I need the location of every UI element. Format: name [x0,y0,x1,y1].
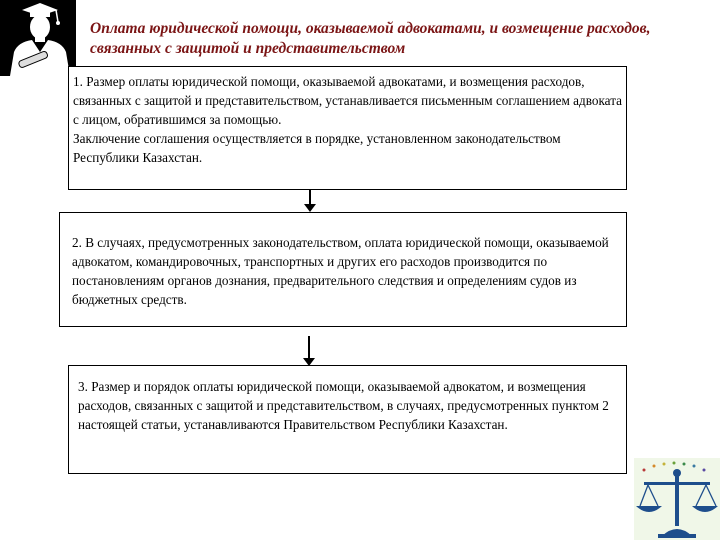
step-box-2 [59,212,627,327]
step-box-3 [68,365,627,474]
step-2-paragraph-1: 2. В случаях, предусмотренных законодательством, оплата юридической помощи, оказываемой адвокатом, командировочных, транспортных и других его расходов производится по постановлениям органов дознания, предварительного следствия и определениям судов из бюджетных средств. [72,235,609,307]
flow-arrow-1 [304,190,316,212]
step-3-paragraph-1: 3. Размер и порядок оплаты юридической помощи, оказываемой адвокатом, и возмещения расходов, связанных с защитой и представительством, в случаях, предусмотренных пунктом 2 настоящей статьи, устанавливаются Правительством Республики Казахстан. [78,379,609,432]
step-1-paragraph-2: Заключение соглашения осуществляется в порядке, установленном законодательством Республики Казахстан. [73,131,561,165]
step-1-paragraph-1: 1. Размер оплаты юридической помощи, оказываемой адвокатами, и возмещения расходов, связанных с защитой и представительством, устанавливается письменным соглашением адвоката с лицом, обратившимся за помощью. [73,74,622,127]
slide-title: Оплата юридической помощи, оказываемой адвокатами, и возмещение расходов, связанных с защитой и представительством [90,20,651,57]
flow-arrow-2 [303,336,315,366]
justice-scales-icon [634,458,720,540]
graduate-logo-icon [0,0,76,76]
step-box-1 [68,66,627,190]
